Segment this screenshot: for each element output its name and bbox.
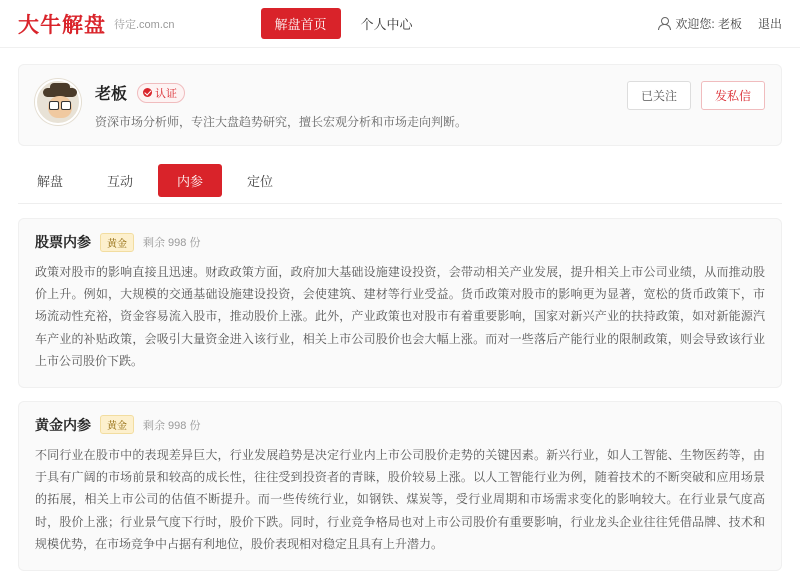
site-header <box>0 0 800 48</box>
follow-button[interactable]: 已关注 <box>627 81 691 110</box>
card-body-text: 政策对股市的影响直接且迅速。财政政策方面，政府加大基础设施建设投资，会带动相关产业发展，提升相关上市公司业绩，从而推动股价上升。例如，大规模的交通基础设施建设投资，会使建筑、建材等行业受益。货币政策对股市的影响更为显著，宽松的货币政策下，市场流动性充裕，资金容易流入股市，推动股价上涨。此外，产业政策也对股市有着重要影响，国家对新兴产业的扶持政策，如对新能源汽车产业的补贴政策，会吸引大量资金进入该行业，相关上市公司股价也会大幅上涨。而对一些落后产能行业的限制政策，则会导致该行业上市公司股价下跌。 <box>35 265 765 368</box>
user-greeting <box>657 15 742 32</box>
profile-body <box>95 79 627 131</box>
profile-description: 资深市场分析师，专注大盘趋势研究，擅长宏观分析和市场走向判断。 <box>95 115 468 129</box>
nav-item-personal-center[interactable]: 个人中心 <box>360 17 413 32</box>
profile-actions <box>627 79 765 110</box>
profile-name-row <box>95 81 627 104</box>
card-title: 黄金内参 <box>35 416 91 433</box>
card-body-text: 不同行业在股市中的表现差异巨大，行业发展趋势是决定行业内上市公司股价走势的关键因素。新兴行业，如人工智能、生物医药等，由于具有广阔的市场前景和较高的成长性，往往受到投资者的青睐，股价较易上涨。以人工智能行业为例，随着技术的不断突破和应用场景的拓展，相关上市公司的估值不断提升。而一些传统行业，如钢铁、煤炭等，受行业周期和市场需求变化的影响较大。在行业景气度高时，股价上涨；行业景气度下行时，股价下跌。同时，行业竞争格局也对上市公司股价有重要影响，行业龙头企业往往凭借品牌、技术和规模优势，在市场竞争中占据有利地位，股价表现相对稳定且具有上升潜力。 <box>35 447 765 551</box>
send-message-button[interactable]: 发私信 <box>701 81 765 110</box>
card-title: 股票内参 <box>35 234 91 250</box>
content-area <box>0 204 800 571</box>
avatar <box>35 79 81 125</box>
card-remaining-count: 剩余 998 份 <box>143 419 201 432</box>
card-header <box>35 415 765 435</box>
tab-jiepan[interactable]: 解盘 <box>37 174 64 189</box>
profile-card <box>18 64 782 146</box>
tab-hudong[interactable]: 互动 <box>107 174 134 189</box>
content-card[interactable] <box>18 401 782 571</box>
content-tabs <box>18 164 782 204</box>
card-header <box>35 232 765 252</box>
verified-badge <box>137 83 185 103</box>
check-icon <box>143 88 152 97</box>
user-icon <box>657 17 670 30</box>
card-tag-badge: 黄金 <box>100 415 134 434</box>
site-domain: 待定.com.cn <box>114 18 175 31</box>
logout-button[interactable]: 退出 <box>757 17 782 31</box>
tab-dingwei[interactable]: 定位 <box>247 174 274 189</box>
header-right <box>657 15 782 32</box>
profile-name: 老板 <box>95 86 128 103</box>
content-card[interactable] <box>18 218 782 388</box>
tab-neican[interactable]: 内参 <box>158 164 222 197</box>
verified-label: 认证 <box>155 87 178 100</box>
site-logo[interactable]: 大牛解盘 <box>18 13 106 37</box>
card-tag-badge: 黄金 <box>100 233 134 252</box>
greeting-text: 欢迎您: 老板 <box>675 17 742 31</box>
primary-nav <box>261 8 427 39</box>
avatar-glasses-icon <box>48 101 72 108</box>
card-remaining-count: 剩余 998 份 <box>143 237 201 249</box>
nav-item-home[interactable]: 解盘首页 <box>261 8 341 39</box>
